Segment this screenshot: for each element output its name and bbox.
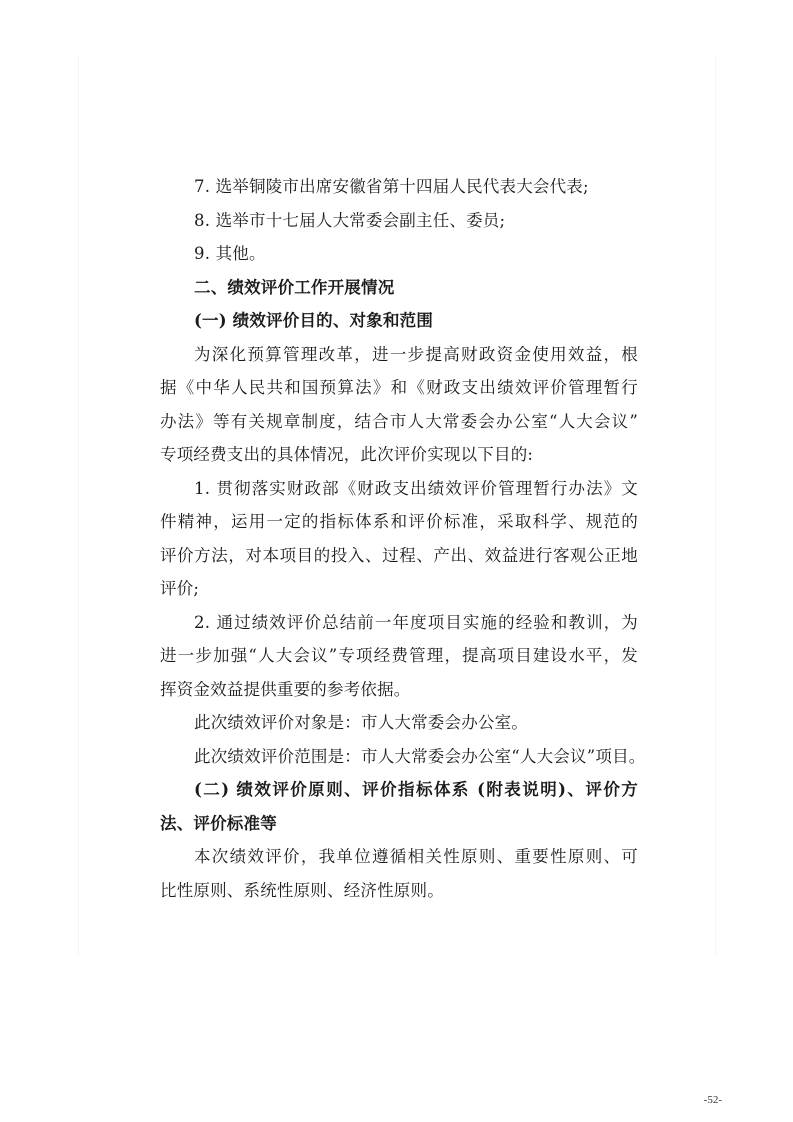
purpose-line: 评价; [160, 579, 200, 598]
document-body [160, 170, 646, 907]
paragraph-line: 办法》等有关规章制度，结合市人大常委会办公室“人大会议” [160, 411, 638, 431]
section-heading: 二、绩效评价工作开展情况 [194, 277, 395, 297]
purpose-line: 1. 贯彻落实财政部《财政支出绩效评价管理暂行办法》文 [194, 478, 638, 498]
purpose-line: 挥资金效益提供重要的参考依据。 [160, 679, 411, 699]
principles-line: 本次绩效评价，我单位遵循相关性原则、重要性原则、可 [194, 847, 638, 866]
subheading-principles: (二) 绩效评价原则、评价指标体系 (附表说明)、评价方 [194, 780, 638, 799]
paragraph-line: 专项经费支出的具体情况，此次评价实现以下目的: [160, 445, 534, 464]
paragraph-line: 为深化预算管理改革，进一步提高财政资金使用效益，根 [194, 344, 638, 364]
list-item: 7. 选举铜陵市出席安徽省第十四届人民代表大会代表; [194, 177, 589, 196]
purpose-line: 件精神，运用一定的指标体系和评价标准，采取科学、规范的 [160, 512, 638, 531]
paragraph-line: 据《中华人民共和国预算法》和《财政支出绩效评价管理暂行 [160, 378, 638, 397]
subheading-purpose: (一) 绩效评价目的、对象和范围 [194, 311, 434, 330]
purpose-line: 进一步加强“人大会议”专项经费管理，提高项目建设水平，发 [160, 646, 638, 665]
page-number: -52- [703, 1094, 722, 1106]
purpose-line: 2. 通过绩效评价总结前一年度项目实施的经验和教训，为 [194, 612, 638, 632]
evaluation-object: 此次绩效评价对象是：市人大常委会办公室。 [194, 713, 528, 732]
list-item: 8. 选举市十七届人大常委会副主任、委员; [194, 210, 506, 230]
subheading-principles: 法、评价标准等 [160, 813, 277, 833]
list-item: 9. 其他。 [194, 244, 266, 263]
evaluation-scope: 此次绩效评价范围是：市人大常委会办公室“人大会议”项目。 [194, 746, 646, 766]
purpose-line: 评价方法，对本项目的投入、过程、产出、效益进行客观公正地 [160, 545, 638, 565]
principles-line: 比性原则、系统性原则、经济性原则。 [160, 880, 444, 900]
